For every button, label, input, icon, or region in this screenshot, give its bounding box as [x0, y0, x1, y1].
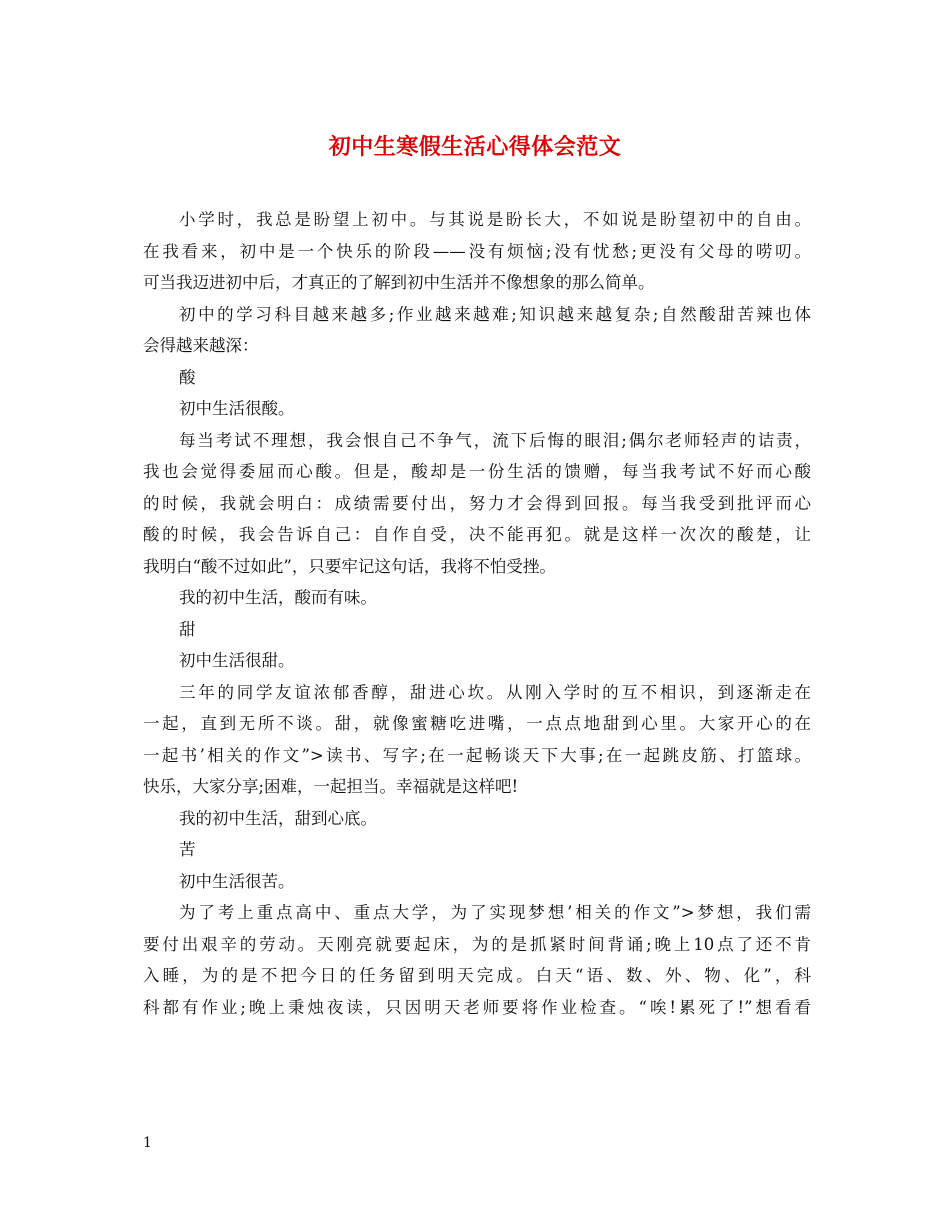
body-text-line: 甜: [179, 619, 196, 639]
body-text-line: 为了考上重点高中、重点大学，为了实现梦想’相关的作文”>梦想，我们需: [179, 903, 811, 922]
body-text-line: 小学时，我总是盼望上初中。与其说是盼长大，不如说是盼望初中的自由。: [179, 210, 811, 229]
body-text-line: 快乐，大家分享;困难，一起担当。幸福就是这样吧!: [143, 777, 519, 796]
body-text-line: 我的初中生活，酸而有味。: [179, 588, 377, 607]
body-text-line: 酸的时候，我会告诉自己：自作自受，决不能再犯。就是这样一次次的酸楚，让: [143, 525, 811, 544]
body-text-line: 初中生活很甜。: [179, 651, 295, 670]
body-text-line: 的时候，我就会明白：成绩需要付出，努力才会得到回报。每当我受到批评而心: [143, 493, 811, 513]
body-text-line: 初中生活很苦。: [179, 871, 295, 891]
page-number: 1: [143, 1135, 152, 1151]
body-text-line: 苦: [179, 840, 196, 859]
body-text-line: 初中的学习科目越来越多;作业越来越难;知识越来越复杂;自然酸甜苦辣也体: [179, 304, 811, 324]
body-text-line: 一起，直到无所不谈。甜，就像蜜糖吃进嘴，一点点地甜到心里。大家开心的在: [143, 714, 811, 733]
body-text-line: 科都有作业;晚上秉烛夜读，只因明天老师要将作业检查。“唉!累死了!”想看看: [143, 997, 811, 1017]
body-text-line: 我也会觉得委屈而心酸。但是，酸却是一份生活的馈赠，每当我考试不好而心酸: [143, 462, 811, 481]
body-text-line: 酸: [179, 367, 196, 387]
body-text-line: 三年的同学友谊浓郁香醇，甜进心坎。从刚入学时的互不相识，到逐渐走在: [179, 682, 811, 702]
body-text-line: 可当我迈进初中后，才真正的了解到初中生活并不像想象的那么简单。: [143, 273, 655, 292]
body-text-line: 我明白“酸不过如此”，只要牢记这句话，我将不怕受挫。: [143, 556, 556, 576]
body-text-line: 在我看来，初中是一个快乐的阶段——没有烦恼;没有忧愁;更没有父母的唠叨。: [143, 241, 811, 261]
document-body: [143, 204, 811, 1023]
body-text-line: 我的初中生活，甜到心底。: [179, 808, 377, 828]
body-text-line: 初中生活很酸。: [179, 399, 295, 418]
body-text-line: 一起书’相关的作文”>读书、写字;在一起畅谈天下大事;在一起跳皮筋、打篮球。: [143, 745, 811, 765]
body-text-line: 每当考试不理想，我会恨自己不争气，流下后悔的眼泪;偶尔老师轻声的诘责，: [179, 430, 811, 450]
body-text-line: 会得越来越深：: [143, 336, 259, 355]
body-text-line: 入睡，为的是不把今日的任务留到明天完成。白天“语、数、外、物、化”，科: [143, 966, 811, 985]
document-title: 初中生寒假生活心得体会范文: [328, 134, 622, 160]
body-text-line: 要付出艰辛的劳动。天刚亮就要起床，为的是抓紧时间背诵;晚上10点了还不肯: [143, 934, 811, 954]
